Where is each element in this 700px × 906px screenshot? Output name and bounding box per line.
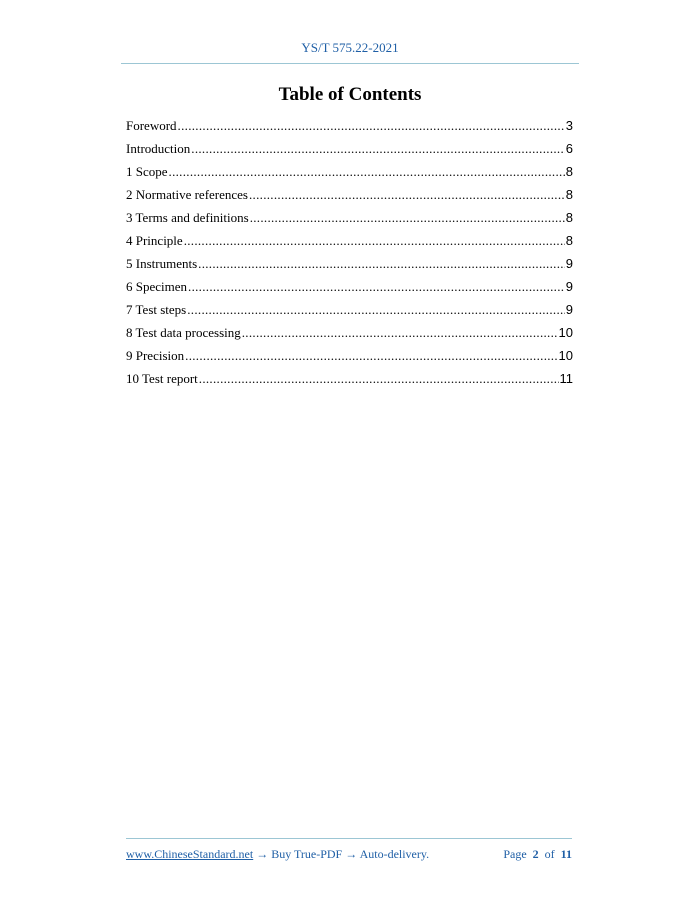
toc-dot-leader — [250, 210, 565, 226]
toc-entry-label: 1 Scope — [126, 164, 168, 179]
toc-dot-leader — [169, 164, 565, 180]
toc-entry-scope[interactable] — [126, 164, 573, 187]
toc-entry-precision[interactable] — [126, 348, 573, 371]
toc-dot-leader — [178, 118, 565, 134]
toc-entry-label: 2 Normative references — [126, 187, 248, 202]
toc-entry-test-report[interactable] — [126, 371, 573, 394]
toc-entry-label: 9 Precision — [126, 348, 185, 363]
of-word: of — [544, 847, 555, 861]
toc-entry-label: 5 Instruments — [126, 256, 198, 271]
toc-dot-leader — [199, 371, 559, 387]
toc-entry-label: Introduction — [126, 141, 191, 156]
toc-entry-label: 10 Test report — [126, 371, 198, 386]
toc-entry-principle[interactable] — [126, 233, 573, 256]
toc-entry-label: 6 Specimen — [126, 279, 188, 294]
toc-entry-page: 10 — [558, 325, 573, 340]
toc-list — [126, 118, 573, 394]
toc-entry-page: 8 — [565, 233, 573, 248]
toc-entry-foreword[interactable] — [126, 118, 573, 141]
toc-entry-page: 6 — [565, 141, 573, 156]
toc-dot-leader — [188, 279, 565, 295]
toc-entry-instruments[interactable] — [126, 256, 573, 279]
toc-entry-label: Foreword — [126, 118, 177, 133]
toc-dot-leader — [191, 141, 565, 157]
toc-entry-page: 8 — [565, 164, 573, 179]
total-pages-number: 11 — [560, 847, 572, 861]
toc-dot-leader — [198, 256, 565, 272]
footer-tagline: → Buy True-PDF → Auto-delivery. — [253, 847, 430, 861]
toc-entry-page: 8 — [565, 210, 573, 225]
toc-dot-leader — [187, 302, 565, 318]
toc-entry-page: 9 — [565, 256, 573, 271]
footer-divider — [126, 838, 572, 839]
current-page-number: 2 — [532, 847, 539, 861]
toc-entry-test-data-processing[interactable] — [126, 325, 573, 348]
toc-entry-label: 7 Test steps — [126, 302, 187, 317]
page-number-indicator — [503, 847, 572, 862]
toc-entry-label: 4 Principle — [126, 233, 183, 248]
header-divider — [121, 63, 579, 64]
toc-entry-test-steps[interactable] — [126, 302, 573, 325]
toc-entry-page: 9 — [565, 302, 573, 317]
document-code-header: YS/T 575.22-2021 — [301, 40, 399, 55]
toc-title: Table of Contents — [278, 84, 422, 105]
page-word: Page — [503, 847, 527, 861]
toc-entry-page: 10 — [558, 348, 573, 363]
toc-entry-label: 3 Terms and definitions — [126, 210, 249, 225]
toc-dot-leader — [184, 233, 565, 249]
toc-entry-page: 8 — [565, 187, 573, 202]
toc-entry-page: 3 — [565, 118, 573, 133]
toc-entry-page: 9 — [565, 279, 573, 294]
website-link[interactable]: www.ChineseStandard.net — [126, 847, 254, 861]
footer-left — [126, 847, 429, 862]
toc-dot-leader — [185, 348, 557, 364]
toc-entry-specimen[interactable] — [126, 279, 573, 302]
toc-dot-leader — [242, 325, 558, 341]
toc-entry-page: 11 — [559, 371, 573, 386]
toc-entry-label: 8 Test data processing — [126, 325, 241, 340]
toc-entry-terms-and-definitions[interactable] — [126, 210, 573, 233]
toc-dot-leader — [249, 187, 565, 203]
page-footer — [126, 847, 572, 865]
toc-entry-introduction[interactable] — [126, 141, 573, 164]
toc-entry-normative-references[interactable] — [126, 187, 573, 210]
